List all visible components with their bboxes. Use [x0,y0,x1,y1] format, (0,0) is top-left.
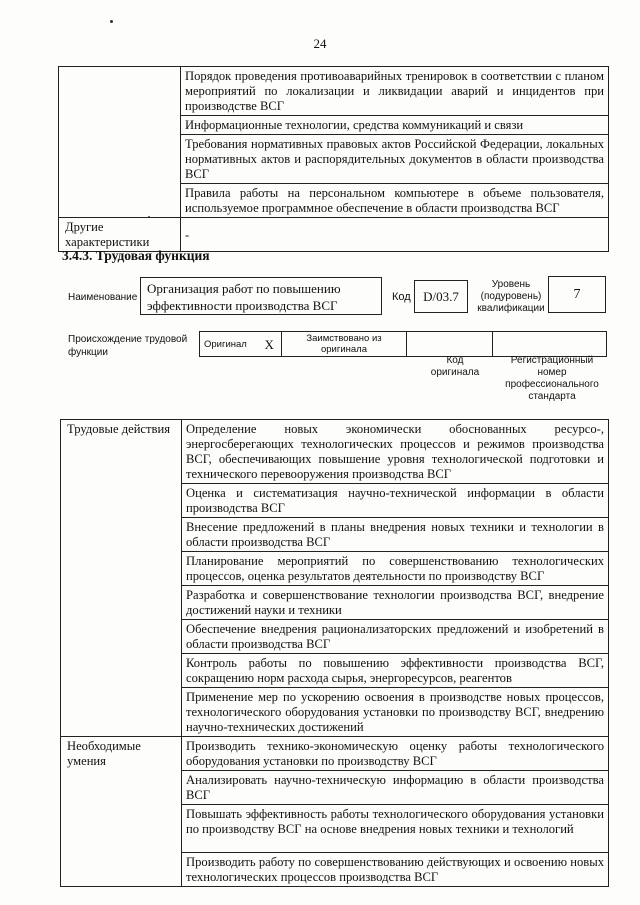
skill-item: Анализировать научно-техническую информацию в области производства ВСГ [182,771,609,805]
other-characteristics-label: Другие характеристики [59,218,181,252]
labor-action-item: Разработка и совершенствование технологии производства ВСГ, внедрение достижений науки и техники [182,586,609,620]
labor-action-item: Внесение предложений в планы внедрения новых техники и технологии в области производства ВСГ [182,518,609,552]
qualification-level-value: 7 [573,287,581,302]
code-value: D/03.7 [423,289,459,304]
original-label: Оригинал [200,332,258,357]
knowledge-item: Требования нормативных правовых актов Российской Федерации, локальных нормативных актов и распорядительных документов в области производства ВСГ [181,135,609,184]
code-label: Код [392,291,411,303]
knowledge-table-continuation [58,66,609,252]
skill-item: Повышать эффективность работы технологического оборудования установки по производству ВСГ на основе внедрения новых техники и технологий [182,805,609,853]
knowledge-item: Порядок проведения противоаварийных тренировок в соответствии с планом мероприятий по локализации и ликвидации аварий и инцидентов при производстве ВСГ [181,67,609,116]
original-mark: X [258,332,282,357]
other-characteristics-value: - [181,218,609,252]
code-value-box [414,280,468,313]
function-name-value: Организация работ по повышению эффективности производства ВСГ [147,281,341,313]
labor-action-item: Планирование мероприятий по совершенствованию технологических процессов, оценка результатов деятельности по производству ВСГ [182,552,609,586]
required-skills-label: Необходимые умения [61,737,182,887]
labor-action-item: Определение новых экономически обоснованных ресурсо-, энергосберегающих технологических процессов и режимов производства ВСГ, обеспечивающих повышение уровня технологической подготовки и технического перевооружения производства ВСГ [182,420,609,484]
scan-speck [110,20,113,23]
skill-item: Производить технико-экономическую оценку работы технологического оборудования установки по производству ВСГ [182,737,609,771]
labor-function-table [60,419,609,887]
original-code-cell [407,332,493,357]
origin-label: Происхождение трудовой функции [68,334,188,358]
left-column-cell [59,67,181,218]
origin-table [199,331,607,357]
name-label: Наименование [68,292,138,303]
knowledge-item: Правила работы на персональном компьютере в объеме пользователя, используемое программное обеспечение в области производства ВСГ [181,184,609,218]
qualification-level-label: Уровень (подуровень) квалификации [477,279,545,314]
section-title: 3.4.3. Трудовая функция [62,248,210,263]
registration-number-label: Регистрационный номер профессионального стандарта [505,355,599,402]
qualification-level-box [548,276,606,313]
registration-number-cell [493,332,607,357]
original-code-label: Код оригинала [430,355,480,378]
name-value-box [140,277,382,315]
labor-action-item: Обеспечение внедрения рационализаторских предложений и изобретений в области производства ВСГ [182,620,609,654]
borrowed-label: Заимствовано из оригинала [282,332,407,357]
labor-action-item: Контроль работы по повышению эффективности производства ВСГ, сокращению норм расхода сырья, энергоресурсов, реагентов [182,654,609,688]
skill-item: Производить работу по совершенствованию действующих и освоению новых технологических процессов производства ВСГ [182,853,609,887]
labor-action-item: Применение мер по ускорению освоения в производстве новых процессов, технологического оборудования установки по производству ВСГ, внедрению научно-технических достижений [182,688,609,737]
labor-action-item: Оценка и систематизация научно-технической информации в области производства ВСГ [182,484,609,518]
labor-actions-label: Трудовые действия [61,420,182,737]
page-number: 24 [313,36,327,51]
knowledge-item: Информационные технологии, средства коммуникаций и связи [181,116,609,135]
